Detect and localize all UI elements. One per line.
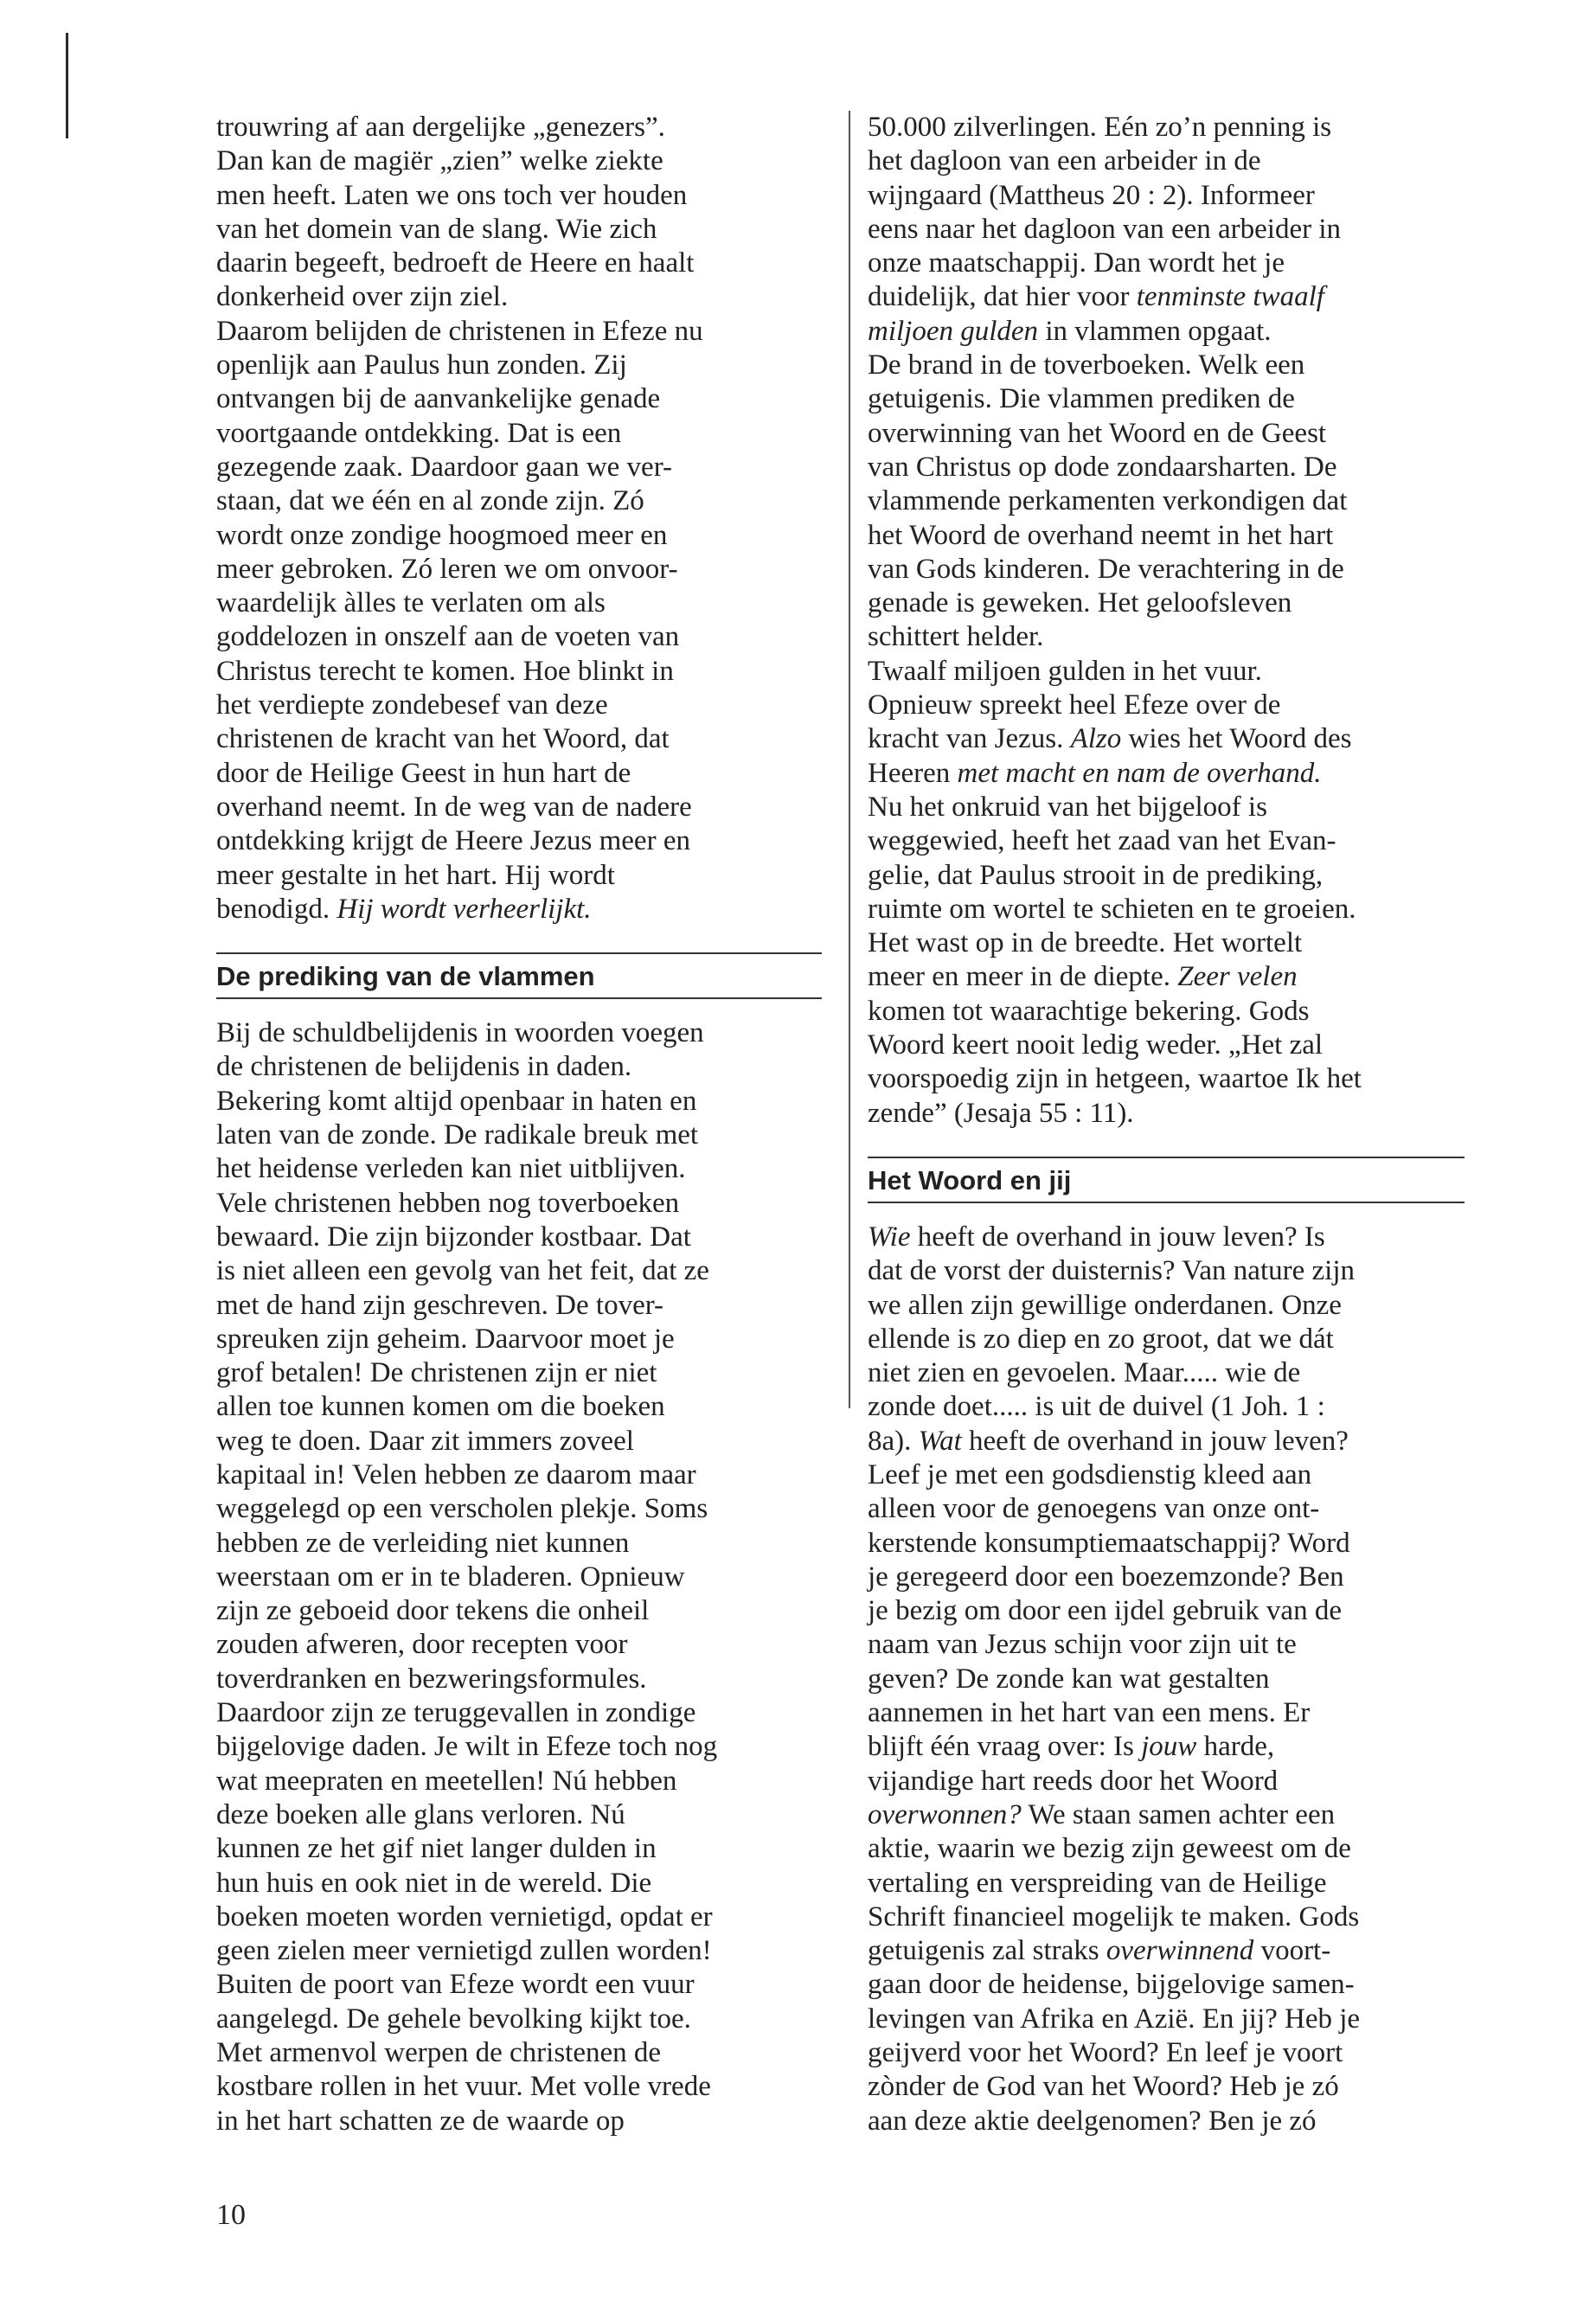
text-line — [868, 280, 1477, 314]
text-line: Opnieuw spreekt heel Efeze over de — [868, 689, 1281, 721]
text-line: Vele christenen hebben nog toverboeken — [216, 1187, 680, 1219]
text-line — [868, 1221, 1477, 1254]
text-line: weg te doen. Daar zit immers zoveel — [216, 1425, 634, 1457]
text-line: genade is geweken. Het geloofsleven — [868, 587, 1292, 619]
text-line: Bekering komt altijd openbaar in haten en — [216, 1085, 697, 1117]
text-line: meer gestalte in het hart. Hij wordt — [216, 859, 615, 891]
text-line: hun huis en ook niet in de wereld. Die — [216, 1867, 652, 1899]
text-line — [868, 1934, 1477, 1968]
text-line: kerstende konsumptiemaatschappij? Word — [868, 1527, 1350, 1559]
text-line: Het wast op in de breedte. Het wortelt — [868, 927, 1303, 959]
text-line: in het hart schatten ze de waarde op — [216, 2105, 625, 2137]
text-line: De brand in de toverboeken. Welk een — [868, 349, 1305, 381]
text-run: Heeren — [868, 757, 958, 789]
text-line: ellende is zo diep en zo groot, dat we dát — [868, 1323, 1334, 1355]
text-line: kostbare rollen in het vuur. Met volle vrede — [216, 2071, 711, 2103]
text-run: heeft de overhand in jouw leven? — [961, 1425, 1349, 1457]
text-line: christenen de kracht van het Woord, dat — [216, 723, 670, 755]
text-line: spreuken zijn geheim. Daarvoor moet je — [216, 1323, 675, 1355]
text-line — [868, 722, 1477, 756]
text-line — [868, 315, 1477, 349]
text-line: zonde doet..... is uit de duivel (1 Joh. 1 : — [868, 1391, 1325, 1423]
text-line: geven? De zonde kan wat gestalten — [868, 1663, 1270, 1695]
italic-text: Alzo — [1070, 723, 1122, 755]
text-line: meer gebroken. Zó leren we om onvoor- — [216, 553, 678, 585]
italic-text: Hij wordt verheerlijkt. — [337, 893, 592, 925]
text-line — [868, 960, 1477, 994]
paragraph-genezers — [216, 111, 839, 926]
text-line: 50.000 zilverlingen. Eén zo’n penning is — [868, 112, 1332, 143]
text-line: het verdiepte zondebesef van deze — [216, 689, 608, 721]
text-line: daarin begeeft, bedroeft de Heere en haalt — [216, 247, 695, 279]
text-line: de christenen de belijdenis in daden. — [216, 1051, 632, 1083]
text-run: in vlammen opgaat. — [1038, 315, 1272, 347]
text-line: Nu het onkruid van het bijgeloof is — [868, 791, 1267, 823]
text-line: gaan door de heidense, bijgelovige samen- — [868, 1969, 1355, 2001]
text-line: gelie, dat Paulus strooit in de prediking, — [868, 859, 1324, 891]
text-line: openlijk aan Paulus hun zonden. Zij — [216, 349, 627, 381]
text-line: wat meepraten en meetellen! Nú hebben — [216, 1765, 677, 1797]
text-line: dat de vorst der duisternis? Van nature zijn — [868, 1255, 1355, 1287]
binding-mark — [66, 33, 68, 138]
text-line: het heidense verleden kan niet uitblijven. — [216, 1153, 686, 1185]
text-line: niet zien en gevoelen. Maar..... wie de — [868, 1357, 1301, 1389]
text-line: geijverd voor het Woord? En leef je voort — [868, 2037, 1343, 2069]
italic-text: overwonnen? — [868, 1798, 1022, 1830]
text-line — [868, 1798, 1477, 1832]
text-line: eens naar het dagloon van een arbeider in — [868, 213, 1341, 245]
text-line: weggelegd op een verscholen plekje. Soms — [216, 1493, 708, 1525]
text-line: laten van de zonde. De radikale breuk met — [216, 1119, 699, 1151]
text-run: benodigd. — [216, 893, 330, 925]
column-divider — [849, 111, 850, 1408]
text-line: gezegende zaak. Daardoor gaan we ver- — [216, 451, 673, 483]
text-line: onze maatschappij. Dan wordt het je — [868, 247, 1285, 279]
text-line: Buiten de poort van Efeze wordt een vuur — [216, 1969, 695, 2001]
text-line: je bezig om door een ijdel gebruik van de — [868, 1595, 1342, 1627]
italic-text: overwinnend — [1106, 1935, 1254, 1967]
text-line — [868, 757, 1477, 791]
text-line: zijn ze geboeid door tekens die onheil — [216, 1595, 650, 1627]
text-line: zouden afweren, door recepten voor — [216, 1629, 628, 1661]
text-line: naam van Jezus schijn voor zijn uit te — [868, 1629, 1297, 1661]
text-line: deze boeken alle glans verloren. Nú — [216, 1798, 625, 1830]
italic-text: Wat — [918, 1425, 962, 1457]
text-line: komen tot waarachtige bekering. Gods — [868, 995, 1310, 1027]
text-line: zònder de God van het Woord? Heb je zó — [868, 2071, 1339, 2103]
text-run: We staan samen achter een — [1021, 1798, 1336, 1830]
text-line: overwinning van het Woord en de Geest — [868, 417, 1327, 449]
text-line: vijandige hart reeds door het Woord — [868, 1765, 1279, 1797]
text-line: Dan kan de magiër „zien” welke ziekte — [216, 145, 663, 177]
text-line: van Gods kinderen. De verachtering in de — [868, 553, 1344, 585]
text-line: zende” (Jesaja 55 : 11). — [868, 1097, 1134, 1129]
text-line: voortgaande ontdekking. Dat is een — [216, 417, 622, 449]
text-line: we allen zijn gewillige onderdanen. Onze — [868, 1289, 1342, 1321]
text-line: donkerheid over zijn ziel. — [216, 281, 509, 313]
left-column — [216, 111, 839, 2138]
text-line: van Christus op dode zondaarsharten. De — [868, 451, 1337, 483]
text-line: het dagloon van een arbeider in de — [868, 145, 1261, 177]
text-line: waardelijk àlles te verlaten om als — [216, 587, 606, 619]
text-line: je geregeerd door een boezemzonde? Ben — [868, 1561, 1344, 1593]
text-line: allen toe kunnen komen om die boeken — [216, 1391, 665, 1423]
text-line: Twaalf miljoen gulden in het vuur. — [868, 655, 1262, 687]
text-line: vlammende perkamenten verkondigen dat — [868, 485, 1348, 517]
text-line: met de hand zijn geschreven. De tover- — [216, 1289, 664, 1321]
text-line: schittert helder. — [868, 621, 1044, 653]
text-line: voorspoedig zijn in hetgeen, waartoe Ik het — [868, 1063, 1362, 1095]
text-line: wijngaard (Mattheus 20 : 2). Informeer — [868, 179, 1315, 211]
text-line: alleen voor de genoegens van onze ont- — [868, 1493, 1320, 1525]
section-heading-prediking: De prediking van de vlammen — [216, 952, 822, 999]
text-line: aktie, waarin we bezig zijn geweest om de — [868, 1833, 1351, 1865]
text-line: Bij de schuldbelijdenis in woorden voegen — [216, 1017, 704, 1049]
text-line: ontvangen bij de aanvankelijke genade — [216, 383, 661, 415]
text-line: kunnen ze het gif niet langer dulden in — [216, 1833, 657, 1865]
text-line: weerstaan om er in te bladeren. Opnieuw — [216, 1561, 685, 1593]
text-line: is niet alleen een gevolg van het feit, dat ze — [216, 1255, 709, 1287]
text-line: geen zielen meer vernietigd zullen worden! — [216, 1935, 712, 1967]
text-line — [216, 893, 839, 926]
text-line: getuigenis. Die vlammen prediken de — [868, 383, 1295, 415]
text-line: aannemen in het hart van een mens. Er — [868, 1697, 1311, 1729]
page-number: 10 — [216, 2199, 246, 2231]
text-line: goddelozen in onszelf aan de voeten van — [216, 621, 680, 653]
text-line: ontdekking krijgt de Heere Jezus meer en — [216, 825, 690, 857]
text-line: grof betalen! De christenen zijn er niet — [216, 1357, 657, 1389]
paragraph-zilverlingen — [868, 111, 1477, 1131]
text-line: Woord keert nooit ledig weder. „Het zal — [868, 1029, 1324, 1061]
paragraph-overhand — [868, 1221, 1477, 2138]
text-run: kracht van Jezus. — [868, 723, 1071, 755]
text-run: meer en meer in de diepte. — [868, 961, 1178, 993]
right-column — [868, 111, 1477, 2138]
text-run: heeft de overhand in jouw leven? Is — [910, 1221, 1325, 1253]
text-run: 8a). — [868, 1425, 919, 1457]
text-line: vertaling en verspreiding van de Heilige — [868, 1867, 1327, 1899]
text-line: van het domein van de slang. Wie zich — [216, 213, 657, 245]
text-line — [868, 1730, 1477, 1764]
text-line: levingen van Afrika en Azië. En jij? Heb je — [868, 2003, 1361, 2035]
text-line: wordt onze zondige hoogmoed meer en — [216, 519, 668, 551]
text-line: overhand neemt. In de weg van de nadere — [216, 791, 692, 823]
text-line: Leef je met een godsdienstig kleed aan — [868, 1458, 1312, 1490]
text-line: kapitaal in! Velen hebben ze daarom maar — [216, 1458, 696, 1490]
text-line: Daarom belijden de christenen in Efeze nu — [216, 315, 703, 347]
text-line: door de Heilige Geest in hun hart de — [216, 757, 631, 789]
text-line: bewaard. Die zijn bijzonder kostbaar. Dat — [216, 1221, 691, 1253]
text-line: boeken moeten worden vernietigd, opdat er — [216, 1900, 713, 1932]
text-line: staan, dat we één en al zonde zijn. Zó — [216, 485, 644, 517]
italic-text: Zeer velen — [1177, 961, 1298, 993]
italic-text: jouw — [1141, 1731, 1197, 1763]
text-run: voort- — [1253, 1935, 1331, 1967]
text-line: het Woord de overhand neemt in het hart — [868, 519, 1334, 551]
text-line: aan deze aktie deelgenomen? Ben je zó — [868, 2105, 1317, 2137]
text-run: wies het Woord des — [1121, 723, 1352, 755]
text-line: hebben ze de verleiding niet kunnen — [216, 1527, 630, 1559]
text-run: blijft één vraag over: Is — [868, 1731, 1142, 1763]
text-line: bijgelovige daden. Je wilt in Efeze toch nog — [216, 1731, 718, 1763]
paragraph-toverboeken — [216, 1016, 839, 2138]
section-heading-woord-en-jij: Het Woord en jij — [868, 1157, 1465, 1203]
text-line: aangelegd. De gehele bevolking kijkt toe. — [216, 2003, 691, 2035]
text-line: Daardoor zijn ze teruggevallen in zondige — [216, 1697, 696, 1729]
italic-text: Wie — [868, 1221, 911, 1253]
text-run: duidelijk, dat hier voor — [868, 281, 1130, 313]
text-run: harde, — [1196, 1731, 1275, 1763]
italic-text: met macht en nam de overhand. — [957, 757, 1322, 789]
text-line: weggewied, heeft het zaad van het Evan- — [868, 825, 1336, 857]
text-line: trouwring af aan dergelijke „genezers”. — [216, 112, 665, 143]
text-line: Schrift financieel mogelijk te maken. Gods — [868, 1900, 1360, 1932]
italic-text: miljoen gulden — [868, 315, 1039, 347]
text-line: Met armenvol werpen de christenen de — [216, 2037, 662, 2069]
text-line: ruimte om wortel te schieten en te groeien. — [868, 893, 1356, 925]
text-line: toverdranken en bezweringsformules. — [216, 1663, 647, 1695]
italic-text: tenminste twaalf — [1136, 281, 1324, 313]
text-line — [868, 1425, 1477, 1458]
text-line: Christus terecht te komen. Hoe blinkt in — [216, 655, 674, 687]
text-line: men heeft. Laten we ons toch ver houden — [216, 179, 688, 211]
text-run: getuigenis zal straks — [868, 1935, 1106, 1967]
